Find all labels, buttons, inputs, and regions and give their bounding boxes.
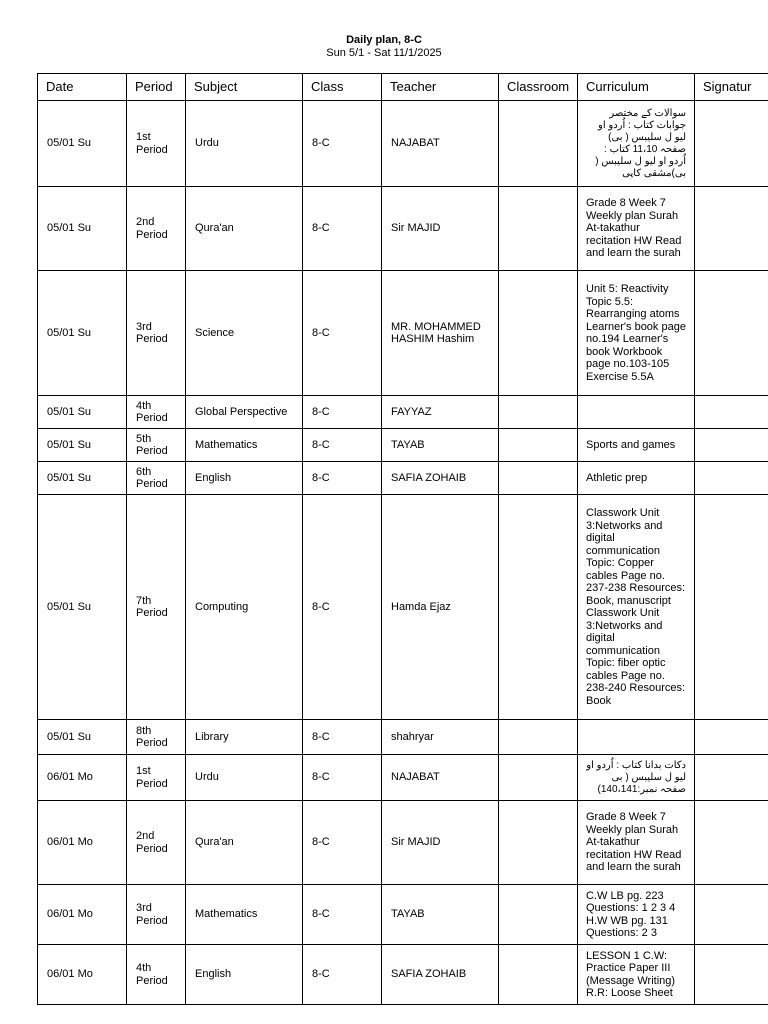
cell-date: 05/01 Su <box>38 101 127 187</box>
cell-curriculum: دکات بدانا کتاب : اُردو او لیو ل سلیبس ( بی صفحہ نمبر:140،141) <box>578 755 695 801</box>
cell-class: 8-C <box>303 396 382 429</box>
cell-class: 8-C <box>303 429 382 462</box>
cell-curriculum <box>578 720 695 755</box>
cell-period: 3rd Period <box>127 271 186 396</box>
cell-date: 05/01 Su <box>38 396 127 429</box>
table-body <box>38 101 768 1005</box>
cell-class: 8-C <box>303 271 382 396</box>
cell-signature <box>695 945 768 1005</box>
cell-curriculum: Athletic prep <box>578 462 695 495</box>
cell-subject: English <box>186 945 303 1005</box>
table-row <box>38 101 768 187</box>
column-header-subject: Subject <box>186 74 303 101</box>
cell-subject: Qura'an <box>186 801 303 885</box>
cell-class: 8-C <box>303 755 382 801</box>
cell-teacher: MR. MOHAMMED HASHIM Hashim <box>382 271 499 396</box>
column-header-date: Date <box>38 74 127 101</box>
cell-period: 1st Period <box>127 755 186 801</box>
cell-subject: Urdu <box>186 755 303 801</box>
cell-class: 8-C <box>303 462 382 495</box>
cell-signature <box>695 101 768 187</box>
cell-classroom <box>499 429 578 462</box>
table-row <box>38 755 768 801</box>
cell-signature <box>695 755 768 801</box>
cell-curriculum: سوالات کے مختصر جوابات کتاب : اُردو او لیو ل سلیبس ( بی) صفحہ 11،10 کتاب : اُردو او لیو ل سلیبس ( بی)مشقی کاپی <box>578 101 695 187</box>
cell-date: 06/01 Mo <box>38 885 127 945</box>
cell-signature <box>695 801 768 885</box>
cell-period: 1st Period <box>127 101 186 187</box>
column-header-class: Class <box>303 74 382 101</box>
cell-curriculum: Sports and games <box>578 429 695 462</box>
cell-subject: Urdu <box>186 101 303 187</box>
cell-curriculum: Grade 8 Week 7 Weekly plan Surah At-takathur recitation HW Read and learn the surah <box>578 801 695 885</box>
table-row <box>38 945 768 1005</box>
cell-teacher: TAYAB <box>382 429 499 462</box>
cell-teacher: NAJABAT <box>382 101 499 187</box>
cell-classroom <box>499 945 578 1005</box>
column-header-curriculum: Curriculum <box>578 74 695 101</box>
column-header-teacher: Teacher <box>382 74 499 101</box>
cell-teacher: shahryar <box>382 720 499 755</box>
header-row <box>38 74 768 101</box>
column-header-signature: Signatur <box>695 74 768 101</box>
cell-period: 6th Period <box>127 462 186 495</box>
cell-period: 2nd Period <box>127 187 186 271</box>
cell-period: 8th Period <box>127 720 186 755</box>
table-row <box>38 801 768 885</box>
cell-date: 05/01 Su <box>38 495 127 720</box>
cell-curriculum: C.W LB pg. 223 Questions: 1 2 3 4 H.W WB pg. 131 Questions: 2 3 <box>578 885 695 945</box>
cell-subject: English <box>186 462 303 495</box>
table-row <box>38 885 768 945</box>
cell-signature <box>695 429 768 462</box>
cell-teacher: NAJABAT <box>382 755 499 801</box>
cell-signature <box>695 462 768 495</box>
cell-signature <box>695 720 768 755</box>
cell-curriculum: Grade 8 Week 7 Weekly plan Surah At-takathur recitation HW Read and learn the surah <box>578 187 695 271</box>
cell-classroom <box>499 462 578 495</box>
cell-class: 8-C <box>303 101 382 187</box>
cell-signature <box>695 396 768 429</box>
table-row <box>38 429 768 462</box>
cell-teacher: Sir MAJID <box>382 187 499 271</box>
cell-subject: Global Perspective <box>186 396 303 429</box>
cell-period: 2nd Period <box>127 801 186 885</box>
table-row <box>38 396 768 429</box>
cell-class: 8-C <box>303 720 382 755</box>
cell-signature <box>695 187 768 271</box>
cell-class: 8-C <box>303 945 382 1005</box>
cell-subject: Mathematics <box>186 885 303 945</box>
cell-period: 4th Period <box>127 945 186 1005</box>
table-row <box>38 720 768 755</box>
cell-classroom <box>499 801 578 885</box>
cell-subject: Mathematics <box>186 429 303 462</box>
column-header-period: Period <box>127 74 186 101</box>
cell-classroom <box>499 271 578 396</box>
table-row <box>38 271 768 396</box>
cell-date: 05/01 Su <box>38 187 127 271</box>
daily-plan-table <box>37 73 768 1005</box>
cell-classroom <box>499 101 578 187</box>
cell-period: 7th Period <box>127 495 186 720</box>
cell-class: 8-C <box>303 885 382 945</box>
cell-period: 3rd Period <box>127 885 186 945</box>
column-header-classroom: Classroom <box>499 74 578 101</box>
cell-teacher: FAYYAZ <box>382 396 499 429</box>
cell-date: 05/01 Su <box>38 271 127 396</box>
cell-date: 06/01 Mo <box>38 945 127 1005</box>
cell-classroom <box>499 755 578 801</box>
cell-signature <box>695 885 768 945</box>
cell-curriculum: Classwork Unit 3:Networks and digital communication Topic: Copper cables Page no. 237-238 Resources: Book, manuscript Classwork Unit 3:Networks and digital communication Topic: fiber optic cables Page no. 238-240 Resources: Book <box>578 495 695 720</box>
cell-classroom <box>499 396 578 429</box>
cell-classroom <box>499 495 578 720</box>
cell-classroom <box>499 187 578 271</box>
cell-teacher: SAFIA ZOHAIB <box>382 462 499 495</box>
cell-teacher: Hamda Ejaz <box>382 495 499 720</box>
table-row <box>38 187 768 271</box>
cell-signature <box>695 271 768 396</box>
cell-class: 8-C <box>303 801 382 885</box>
document-header <box>0 33 768 60</box>
cell-subject: Computing <box>186 495 303 720</box>
cell-subject: Library <box>186 720 303 755</box>
cell-class: 8-C <box>303 187 382 271</box>
cell-subject: Qura'an <box>186 187 303 271</box>
cell-teacher: SAFIA ZOHAIB <box>382 945 499 1005</box>
cell-period: 5th Period <box>127 429 186 462</box>
cell-date: 05/01 Su <box>38 720 127 755</box>
cell-teacher: Sir MAJID <box>382 801 499 885</box>
cell-subject: Science <box>186 271 303 396</box>
cell-classroom <box>499 885 578 945</box>
date-range: Sun 5/1 - Sat 11/1/2025 <box>326 47 442 59</box>
cell-teacher: TAYAB <box>382 885 499 945</box>
table-row <box>38 462 768 495</box>
cell-date: 06/01 Mo <box>38 755 127 801</box>
cell-date: 06/01 Mo <box>38 801 127 885</box>
cell-classroom <box>499 720 578 755</box>
cell-curriculum: Unit 5: Reactivity Topic 5.5: Rearranging atoms Learner's book page no.194 Learner's book Workbook page no.103-105 Exercise 5.5A <box>578 271 695 396</box>
cell-class: 8-C <box>303 495 382 720</box>
page-title: Daily plan, 8-C <box>346 34 422 46</box>
cell-period: 4th Period <box>127 396 186 429</box>
cell-curriculum <box>578 396 695 429</box>
table-row <box>38 495 768 720</box>
cell-date: 05/01 Su <box>38 429 127 462</box>
cell-date: 05/01 Su <box>38 462 127 495</box>
cell-signature <box>695 495 768 720</box>
cell-curriculum: LESSON 1 C.W: Practice Paper III (Message Writing) R.R: Loose Sheet <box>578 945 695 1005</box>
